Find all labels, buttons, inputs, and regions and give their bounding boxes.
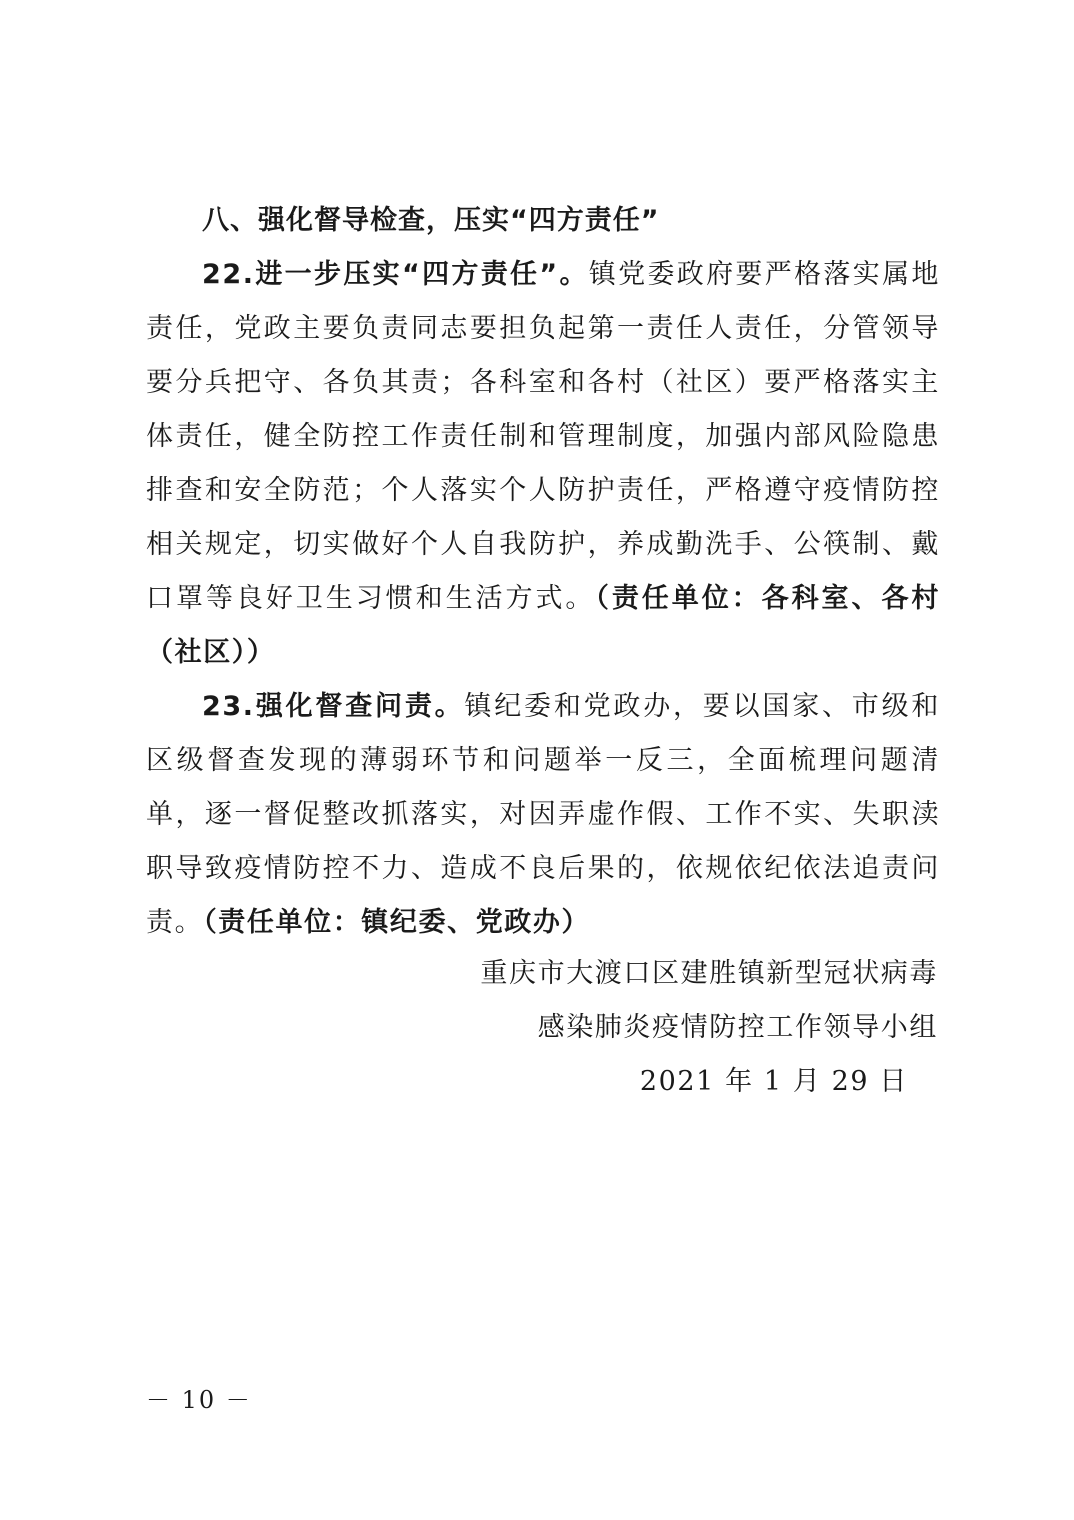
document-body bbox=[146, 194, 940, 950]
item-23-responsibility: （责任单位：镇纪委、党政办） bbox=[203, 907, 591, 938]
item-22-body: 镇党委政府要严格落实属地责任，党政主要负责同志要担负起第一责任人责任，分管领导要分兵把守、各负其责；各科室和各村（社区）要严格落实主体责任，健全防控工作责任制和管理制度，加强内部风险隐患排查和安全防范；个人落实个人防护责任，严格遵守疫情防控相关规定，切实做好个人自我防护，养成勤洗手、公筷制、戴口罩等良好卫生习惯和生活方式。 bbox=[146, 259, 941, 614]
item-22-paragraph bbox=[146, 248, 940, 680]
page-number: － 10 － bbox=[146, 1386, 252, 1414]
item-22-title: 22.进一步压实“四方责任”。 bbox=[202, 259, 589, 290]
signature-block bbox=[480, 947, 938, 1109]
section-heading: 八、强化督导检查，压实“四方责任” bbox=[202, 205, 660, 236]
item-22-responsibility: （责任单位：各科室、各村（社区）） bbox=[146, 583, 941, 668]
item-23-paragraph bbox=[146, 680, 940, 950]
item-23-body: 镇纪委和党政办，要以国家、市级和区级督查发现的薄弱环节和问题举一反三，全面梳理问题清单，逐一督促整改抓落实，对因弄虚作假、工作不实、失职渎职导致疫情防控不力、造成不良后果的，依规依纪依法追责问责。 bbox=[146, 691, 940, 938]
signature-date: 2021 年 1 月 29 日 bbox=[639, 1066, 908, 1097]
item-23-title: 23.强化督查问责。 bbox=[202, 691, 465, 722]
signature-org-line-2: 感染肺炎疫情防控工作领导小组 bbox=[537, 1012, 938, 1043]
signature-org-line-1: 重庆市大渡口区建胜镇新型冠状病毒 bbox=[480, 958, 938, 989]
